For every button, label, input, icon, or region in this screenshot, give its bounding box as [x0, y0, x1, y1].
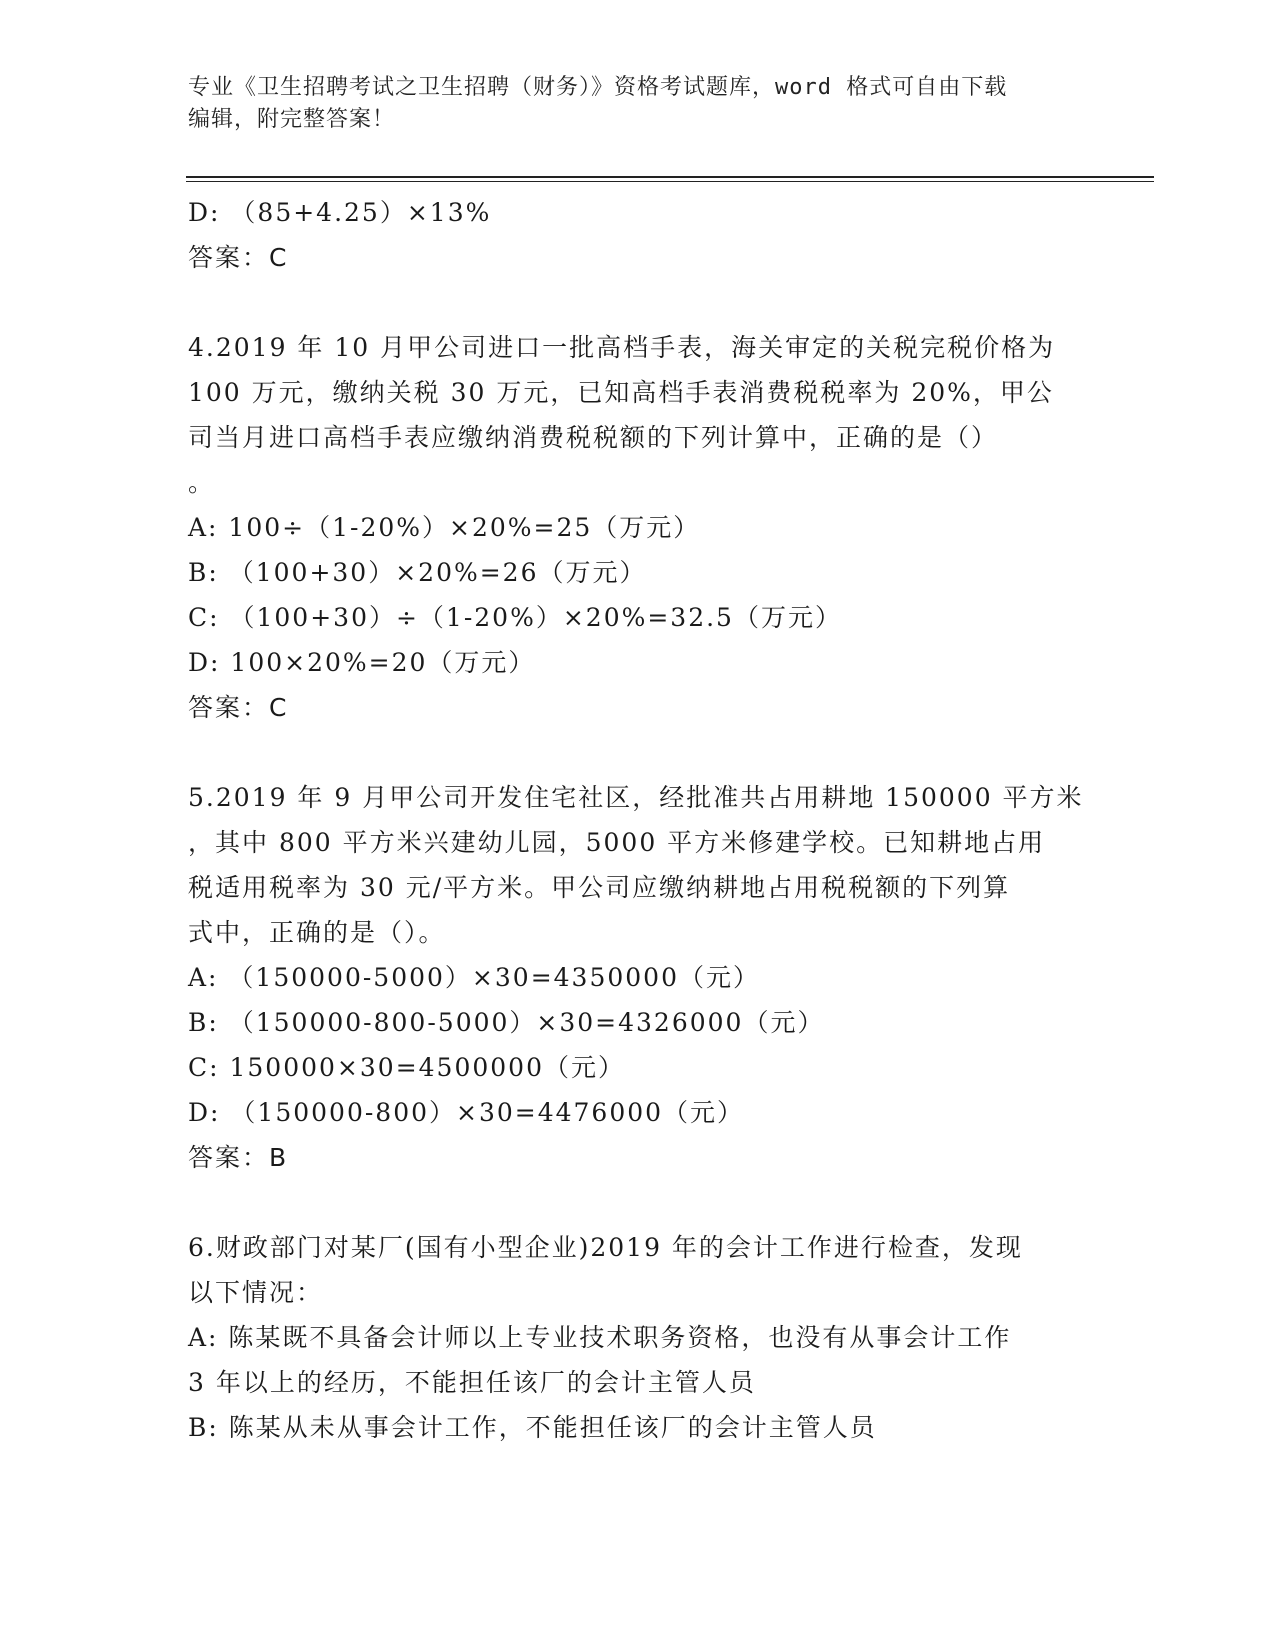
question-5: [188, 775, 1088, 1180]
option-b: B: （100+30）×20%=26（万元）: [188, 558, 647, 587]
option-a: A: 陈某既不具备会计师以上专业技术职务资格，也没有从事会计工作: [188, 1323, 1012, 1352]
question-text-line: 5.2019 年 9 月甲公司开发住宅社区，经批准共占用耕地 150000 平方米: [188, 783, 1084, 812]
question-text-line: 以下情况：: [188, 1278, 324, 1307]
question-text-line: ，其中 800 平方米兴建幼儿园，5000 平方米修建学校。已知耕地占用: [188, 828, 1046, 857]
answer-line: 答案：B: [188, 1143, 289, 1172]
spacer: [188, 280, 1088, 325]
option-a: A: 100÷（1-20%）×20%=25（万元）: [188, 513, 701, 542]
option-b: B: 陈某从未从事会计工作，不能担任该厂的会计主管人员: [188, 1413, 877, 1442]
option-d: D: 100×20%=20（万元）: [188, 648, 536, 677]
header-divider-thick: [186, 176, 1154, 178]
answer-line: 答案：C: [188, 693, 289, 722]
header-line-1: 专业《卫生招聘考试之卫生招聘（财务）》资格考试题库，word 格式可自由下载: [188, 75, 1008, 100]
spacer: [188, 730, 1088, 775]
question-text-line: 6.财政部门对某厂(国有小型企业)2019 年的会计工作进行检查，发现: [188, 1233, 1023, 1262]
question-4: [188, 325, 1088, 730]
spacer: [188, 1180, 1088, 1225]
option-a: A: （150000-5000）×30=4350000（元）: [188, 963, 760, 992]
question-text-line: 式中，正确的是（）。: [188, 918, 446, 947]
header-divider-thin: [186, 181, 1154, 182]
document-header: [188, 72, 1088, 136]
question-text-line: 4.2019 年 10 月甲公司进口一批高档手表，海关审定的关税完税价格为: [188, 333, 1056, 362]
option-c: C: （100+30）÷（1-20%）×20%=32.5（万元）: [188, 603, 842, 632]
question-text-line: 税适用税率为 30 元/平方米。甲公司应缴纳耕地占用税税额的下列算: [188, 873, 1011, 902]
question-text-line: 。: [188, 468, 216, 497]
option-d: D: （150000-800）×30=4476000（元）: [188, 1098, 745, 1127]
document-body: [188, 190, 1088, 1450]
option-c: C: 150000×30=4500000（元）: [188, 1053, 625, 1082]
header-line-2: 编辑，附完整答案！: [188, 107, 396, 132]
option-b: B: （150000-800-5000）×30=4326000（元）: [188, 1008, 825, 1037]
question-text-line: 100 万元，缴纳关税 30 万元，已知高档手表消费税税率为 20%，甲公: [188, 378, 1054, 407]
option-d: D: （85+4.25）×13%: [188, 198, 492, 227]
question-6: [188, 1225, 1088, 1450]
question-text-line: 司当月进口高档手表应缴纳消费税税额的下列计算中，正确的是（）: [188, 423, 999, 452]
answer-line: 答案：C: [188, 243, 289, 272]
option-a-continuation: 3 年以上的经历，不能担任该厂的会计主管人员: [188, 1368, 756, 1397]
previous-question-tail: [188, 190, 1088, 280]
